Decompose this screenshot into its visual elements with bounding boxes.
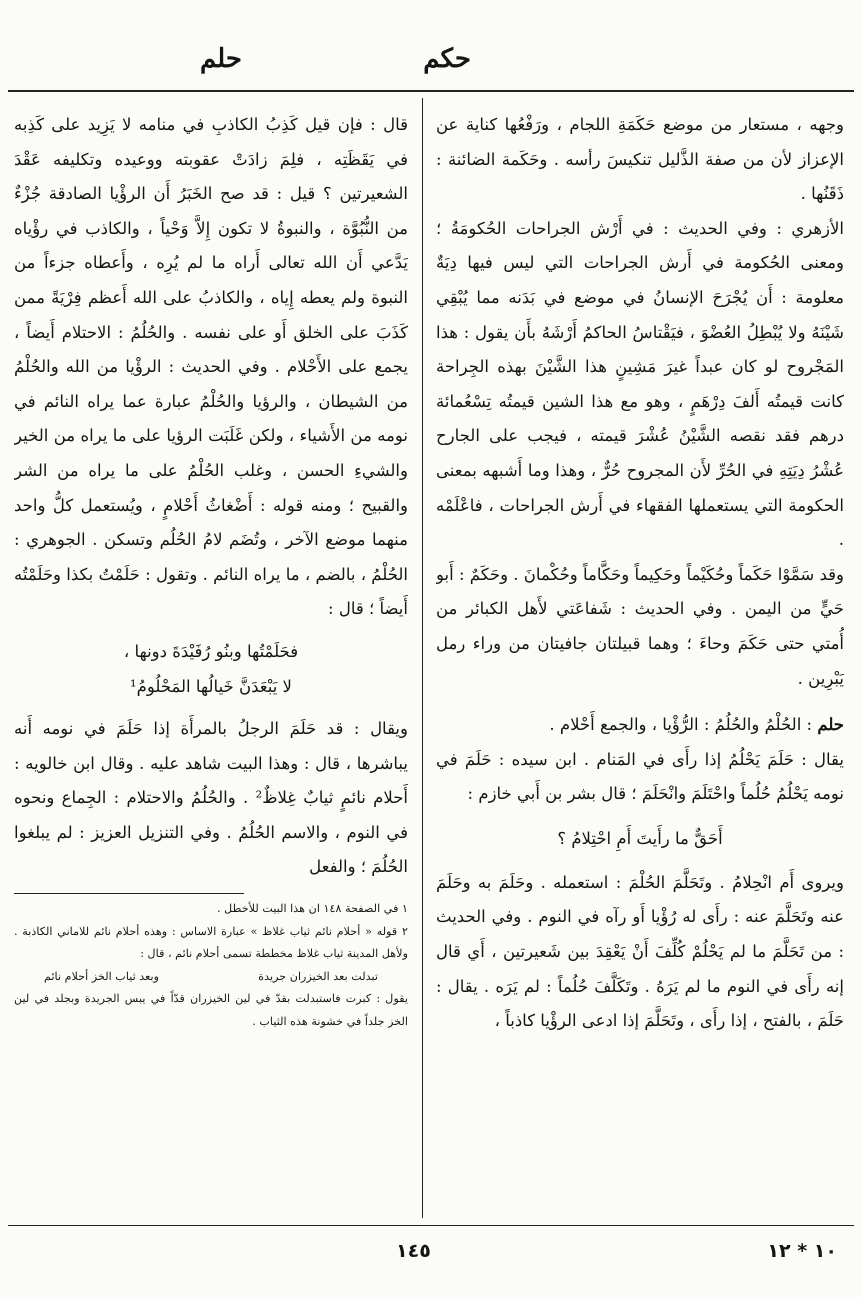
paragraph: قال : فإن قيل كَذِبُ الكاذبِ في منامه لا يَزِيد على كَذِبه في يَقَظَتِه ، فلِمَ زادَتْ عقوبته ووعيده وتكليفه عَقْدَ الشعيرتين ؟ قيل : قد صح الخَبَرُ أَن الرؤْيا الصادقة جُزْءٌ من النُّبُوَّة ، والنبوةُ لا تكون إِلاَّ وَحْياً ، والكاذب في رؤْياه يَدَّعي أَن الله تعالى أَراه ما لم يُرِه ، وأَعطاه جزءاً من النبوة ولم يعطه إِياه ، والكاذبُ على الله أَعظم فِرْيَةً ممن كَذَبَ على الخلق أَو على نفسه . والحُلُمُ : الاحتلام أَيضاً ، يجمع على الأَحْلام . وفي الحديث : الرؤْيا من الله والحُلْمُ من الشيطان ، والرؤيا والحُلْمُ عبارة عما يراه النائم في نومه من الأَشياء ، ولكن غَلَبَت الرؤيا على ما يراه من الخير والشيءِ الحسن ، وغلب الحُلْمُ على ما يراه من الشر والقبيح ؛ ومنه قوله : أَضْغاثُ أَحْلامٍ ، ويُستعمل كلُّ واحد منهما موضع الآخر ، وتُضَم لامُ الحُلُم وتسكن . الجوهري : الحُلْمُ ، بالضم ، ما يراه النائم . وتقول : حَلَمْتُ بكذا وحَلَمْتُه أَيضاً ؛ قال : [14,115,408,619]
footnote-verse-first: تبدلت بعد الخيزران جريدة [258,969,378,983]
footnote-verse [14,966,408,989]
footnote-2: ٢ قوله « أحلام نائم ثياب غلاظ » عبارة الاساس : وهذه أحلام نائم للاماني الكاذبة . ولأهل المدينة ثياب غلاظ مخططة تسمى أحلام نائم ، قال : [14,924,408,961]
right-column [436,108,844,1216]
paragraph: وقد سَمَّوْا حَكَماً وحُكَيْماً وحَكِيماً وحَكَّاماً وحُكْمانَ . وحَكَمٌ : أَبو حَيٍّ من اليمن . وفي الحديث : شَفاعَتي لأَهل الكبائر من أُمتي حتى حَكَمَ وحاءَ ؛ وهما قبيلتان جافيتان من وراء رمل يَبْرِين . [436,564,844,688]
footnotes [14,898,408,1033]
signature-mark: ١٠ * ١٢ [767,1240,837,1262]
footnote-1: ١ في الصفحة ١٤٨ ان هذا البيت للأخطل . [217,902,408,916]
footnote-2-end: يقول : كبرت فاستبدلت بقدّ في لين الخيزران قدّاً في يبس الجريدة وبجلد في لين الخز جلداً في خشونة هذه الثياب . [14,992,408,1028]
verse-line: لا يَبْعَدَنَّ خَيالُها المَحْلُومُ¹ [130,676,292,696]
paragraph: يقال : حَلَمَ يَحْلُمُ إذا رأَى في المَنام . ابن سيده : حَلَمَ في نومه يَحْلُمُ حُلُماً واحْتَلَمَ وانْحَلَمَ ؛ قال بشر بن أَبي خازم : [436,749,844,804]
left-column [14,108,408,1216]
page-number: ١٤٥ [396,1240,431,1262]
column-divider [422,98,423,1218]
bottom-rule [8,1225,854,1226]
paragraph: ويروى أَم انْحِلامُ . وتَحَلَّمَ الحُلْمَ : استعمله . وحَلَمَ به وحَلَمَ عنه وتَحَلَّمَ عنه : رأَى له رُؤْيا أَو رآه في النوم . وفي الحديث : من تَحَلَّمَ ما لم يَحْلُمْ كُلِّفَ أَنْ يَعْقِدَ بين شَعيرتين ، أَي قال إنه رأَى في النوم ما لم يَرَهُ . وتَكَلَّفَ حُلُماً : لم يَرَه . يقال : حَلَمَ ، بالفتح ، إذا رأَى ، وتَحَلَّمَ إذا ادعى الرؤْيا كاذباً ، [436,872,844,1031]
paragraph: الأزهري : وفي الحديث : في أَرْش الجراحات الحُكومَةُ ؛ ومعنى الحُكومة في أَرش الجراحات التي ليس فيها دِيَةٌ معلومة : أَن يُجْرَحَ الإنسانُ في موضع في بَدَنه مما يُبْقِي شَيْنَهُ ولا يُبْطِلُ العُضْوَ ، فيَقْتاسُ الحاكمُ أَرْشَهُ بأَن يقول : هذا المَجْروح لو كان عبداً غيرَ مَشِينٍ هذا الشَّيْنَ بهذه الجِراحة كانت قيمتُه أَلفَ دِرْهَمٍ ، وهو مع هذا الشين قيمتُه تِسْعُمائة درهم فقد نقصه الشَّيْنُ عُشْرَ قيمته ، فيجب على الجارح عُشْرُ دِيَتِهِ في الحُرِّ لأَن المجروح حُرٌّ ، وهذا وما أَشبهه بمعنى الحكومة التي يستعملها الفقهاء في أَرش الجراحات ، فاعْلَمْه . [436,218,844,550]
paragraph: ويقال : قد حَلَمَ الرجلُ بالمرأَة إذا حَلَمَ في نومه أَنه يباشرها ، قال : وهذا البيت شاهد عليه . وقال ابن خالويه : أَحلام نائمٍ ثيابٌ غِلاظٌ² . والحُلُمُ والاحتلام : الجِماع ونحوه في النوم ، والاسم الحُلُمُ . وفي التنزيل العزيز : لم يبلغوا الحُلُمَ ؛ والفعل [14,719,408,877]
top-rule [8,90,854,92]
verse-line: فحَلَمْتُها وبنُو رُفَيْدَةَ دونها ، [123,641,299,661]
footnote-verse-second: وبعد ثياب الخز أحلام نائم [44,969,160,983]
entry-headword: حلم [817,715,844,735]
entry-intro-text: : الحُلْمُ والحُلُمُ : الرُّؤْيا ، والجمع أَحْلام . [549,715,813,735]
verse: أَحَقٌّ ما رأَيتَ أَمِ احْتِلامُ ؟ [557,828,723,848]
footnote-rule [14,893,244,894]
headword-left: حلم [200,44,242,74]
paragraph: وجهه ، مستعار من موضع حَكَمَةِ اللجام ، ورَفْعُها كناية عن الإعزاز لأن من صفة الذَّليل تنكيسَ رأسه . وحَكَمة الضائنة : ذَقَنُها . [436,115,844,204]
entry-intro [436,708,844,743]
headword-right: حكم [423,44,471,74]
